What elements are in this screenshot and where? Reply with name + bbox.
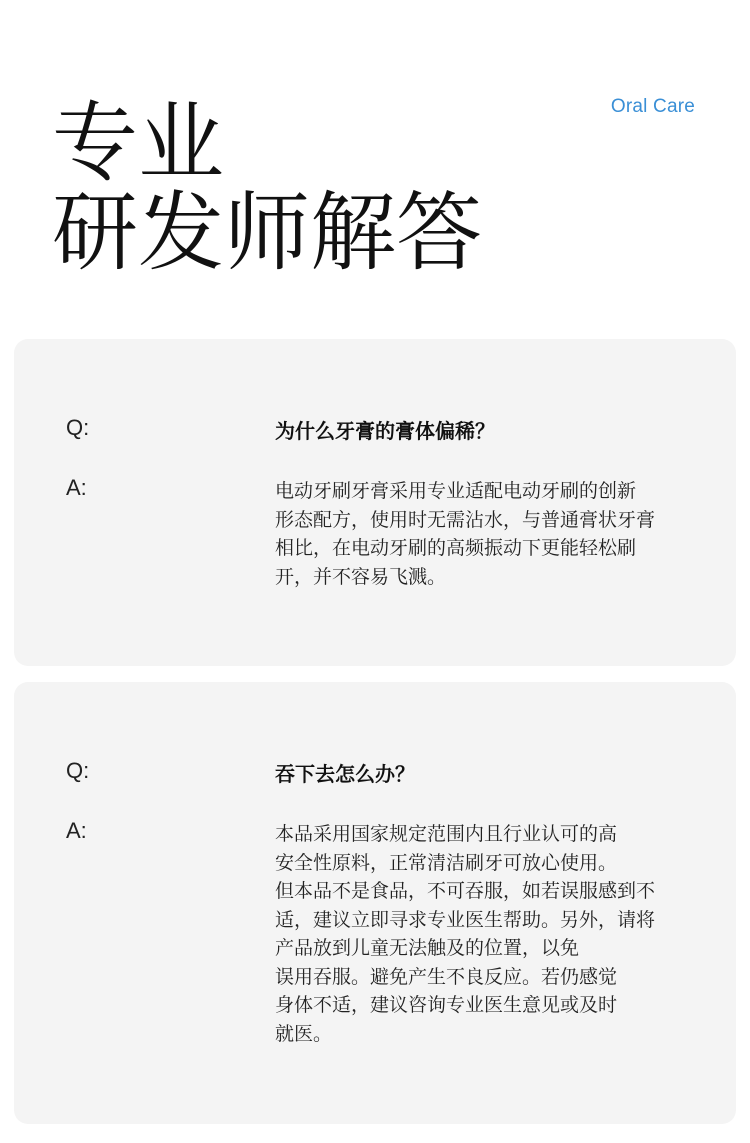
- question-marker: Q:: [66, 758, 90, 783]
- question-marker: Q:: [66, 415, 90, 440]
- answer-line: 身体不适，建议咨询专业医生意见或及时: [275, 994, 618, 1016]
- question-text: 为什么牙膏的膏体偏稀？: [275, 419, 495, 443]
- answer-line: 产品放到儿童无法触及的位置，以免: [275, 937, 580, 959]
- answer-line: 电动牙刷牙膏采用专业适配电动牙刷的创新: [275, 480, 637, 502]
- page-title-line-2: 研发师解答: [52, 183, 482, 283]
- faq-card: [14, 682, 736, 1124]
- page-title: [52, 93, 482, 283]
- answer-line: 但本品不是食品，不可吞服，如若误服感到不: [275, 880, 656, 902]
- answer-line: 安全性原料，正常清洁刷牙可放心使用。: [275, 851, 618, 874]
- answer-line: 误用吞服。避免产生不良反应。若仍感觉: [275, 965, 618, 988]
- answer-line: 形态配方，使用时无需沾水，与普通膏状牙膏: [275, 508, 656, 531]
- answer-line: 相比，在电动牙刷的高频振动下更能轻松刷: [275, 537, 637, 559]
- answer-text: [275, 477, 715, 591]
- question-text: 吞下去怎么办？: [275, 762, 415, 786]
- brand-tag: Oral Care: [610, 96, 695, 117]
- answer-marker: A:: [66, 475, 87, 500]
- answer-line: 开，并不容易飞溅。: [275, 565, 447, 588]
- answer-line: 就医。: [275, 1022, 333, 1045]
- answer-line: 适，建议立即寻求专业医生帮助。另外，请将: [275, 908, 656, 931]
- answer-line: 本品采用国家规定范围内且行业认可的高: [275, 823, 618, 845]
- answer-text: [275, 820, 715, 1048]
- answer-marker: A:: [66, 818, 87, 843]
- page-title-line-1: 专业: [52, 93, 224, 193]
- faq-card: [14, 339, 736, 666]
